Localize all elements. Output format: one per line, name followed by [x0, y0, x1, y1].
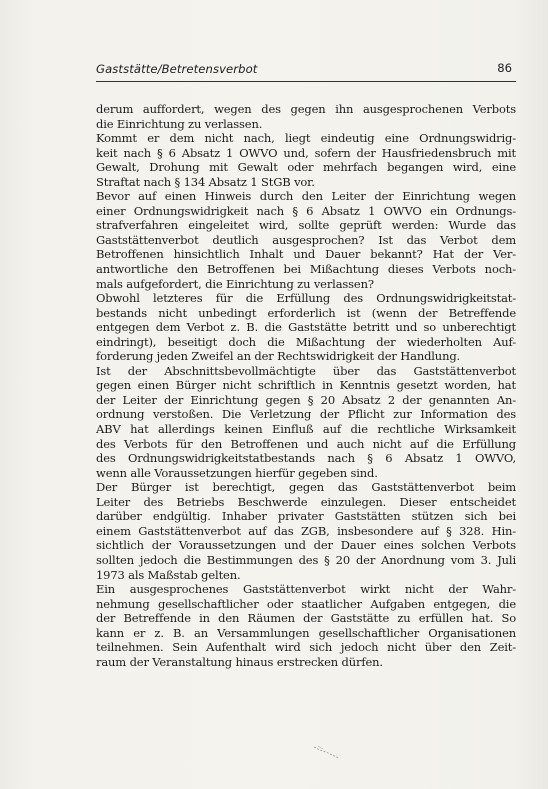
- text-line: der Leiter der Einrichtung gegen § 20 Absatz 2 der genannten An-: [96, 392, 516, 407]
- text-line: Obwohl letzteres für die Erfüllung des Ordnungswidrigkeitstat-: [96, 291, 516, 306]
- scan-smudge-mark: [312, 744, 342, 760]
- text-line: strafverfahren eingeleitet wird, sollte geprüft werden: Wurde das: [96, 218, 516, 233]
- text-line: sollten jedoch die Bestimmungen des § 20 der Anordnung vom 3. Juli: [96, 552, 516, 567]
- text-line: mals aufgefordert, die Einrichtung zu verlassen?: [96, 276, 374, 291]
- text-line: einem Gaststättenverbot auf das ZGB, insbesondere auf § 328. Hin-: [96, 523, 516, 538]
- text-line: sichtlich der Voraussetzungen und der Dauer eines solchen Verbots: [96, 538, 516, 553]
- text-line: gegen einen Bürger nicht schriftlich in Kenntnis gesetzt worden, hat: [96, 378, 516, 393]
- text-line: Der Bürger ist berechtigt, gegen das Gaststättenverbot beim: [96, 480, 516, 495]
- text-line: Bevor auf einen Hinweis durch den Leiter der Einrichtung wegen: [96, 189, 516, 204]
- header-title: Gaststätte/Betretensverbot: [96, 62, 258, 76]
- text-line: antwortliche den Betroffenen bei Mißachtung dieses Verbots noch-: [96, 262, 516, 277]
- page-number: 86: [497, 61, 512, 75]
- text-line: einer Ordnungswidrigkeit nach § 6 Absatz 1 OWVO ein Ordnungs-: [96, 203, 516, 218]
- text-line: entgegen dem Verbot z. B. die Gaststätte betritt und so unberechtigt: [96, 320, 516, 335]
- text-line: Betroffenen hinsichtlich Inhalt und Dauer bekannt? Hat der Ver-: [96, 247, 516, 262]
- text-line: Ist der Abschnittsbevollmächtigte über das Gaststättenverbot: [96, 363, 516, 378]
- text-line: wenn alle Voraussetzungen hierfür gegeben sind.: [96, 465, 378, 480]
- text-line: Gewalt, Drohung mit Gewalt oder mehrfach begangen wird, eine: [96, 160, 516, 175]
- text-line: darüber endgültig. Inhaber privater Gaststätten stützen sich bei: [96, 509, 516, 524]
- text-line: 1973 als Maßstab gelten.: [96, 567, 241, 582]
- text-line: des Verbots für den Betroffenen und auch nicht auf die Erfüllung: [96, 436, 516, 451]
- body-text: [96, 102, 516, 669]
- text-line: derum auffordert, wegen des gegen ihn ausgesprochenen Verbots: [96, 102, 516, 116]
- text-line: forderung jeden Zweifel an der Rechtswidrigkeit der Handlung.: [96, 349, 461, 364]
- text-line: Leiter des Betriebs Beschwerde einzulegen. Dieser entscheidet: [96, 494, 516, 509]
- text-line: des Ordnungswidrigkeitstatbestands nach § 6 Absatz 1 OWVO,: [96, 451, 516, 466]
- text-line: Straftat nach § 134 Absatz 1 StGB vor.: [96, 174, 315, 189]
- text-line: raum der Veranstaltung hinaus erstrecken dürfen.: [96, 654, 383, 669]
- text-line: der Betreffende in den Räumen der Gaststätte zu erfüllen hat. So: [96, 611, 516, 626]
- text-line: Gaststättenverbot deutlich ausgesprochen? Ist das Verbot dem: [96, 232, 516, 247]
- text-line: teilnehmen. Sein Aufenthalt wird sich jedoch nicht über den Zeit-: [96, 640, 516, 655]
- text-line: bestands nicht unbedingt erforderlich ist (wenn der Betreffende: [96, 305, 516, 320]
- text-line: Ein ausgesprochenes Gaststättenverbot wirkt nicht der Wahr-: [96, 582, 516, 597]
- running-header: [96, 61, 516, 82]
- text-line: keit nach § 6 Absatz 1 OWVO und, sofern der Hausfriedensbruch mit: [96, 145, 516, 160]
- text-line: kann er z. B. an Versammlungen gesellschaftlicher Organisationen: [96, 625, 516, 640]
- text-line: Kommt er dem nicht nach, liegt eindeutig eine Ordnungswidrig-: [96, 131, 516, 146]
- text-line: die Einrichtung zu verlassen.: [96, 116, 263, 131]
- text-line: ABV hat allerdings keinen Einfluß auf die rechtliche Wirksamkeit: [96, 422, 516, 437]
- text-line: nehmung gesellschaftlicher oder staatlicher Aufgaben entgegen, die: [96, 596, 516, 611]
- text-line: ordnung verstoßen. Die Verletzung der Pflicht zur Information des: [96, 407, 516, 422]
- text-line: eindringt), beseitigt doch die Mißachtung der wiederholten Auf-: [96, 334, 516, 349]
